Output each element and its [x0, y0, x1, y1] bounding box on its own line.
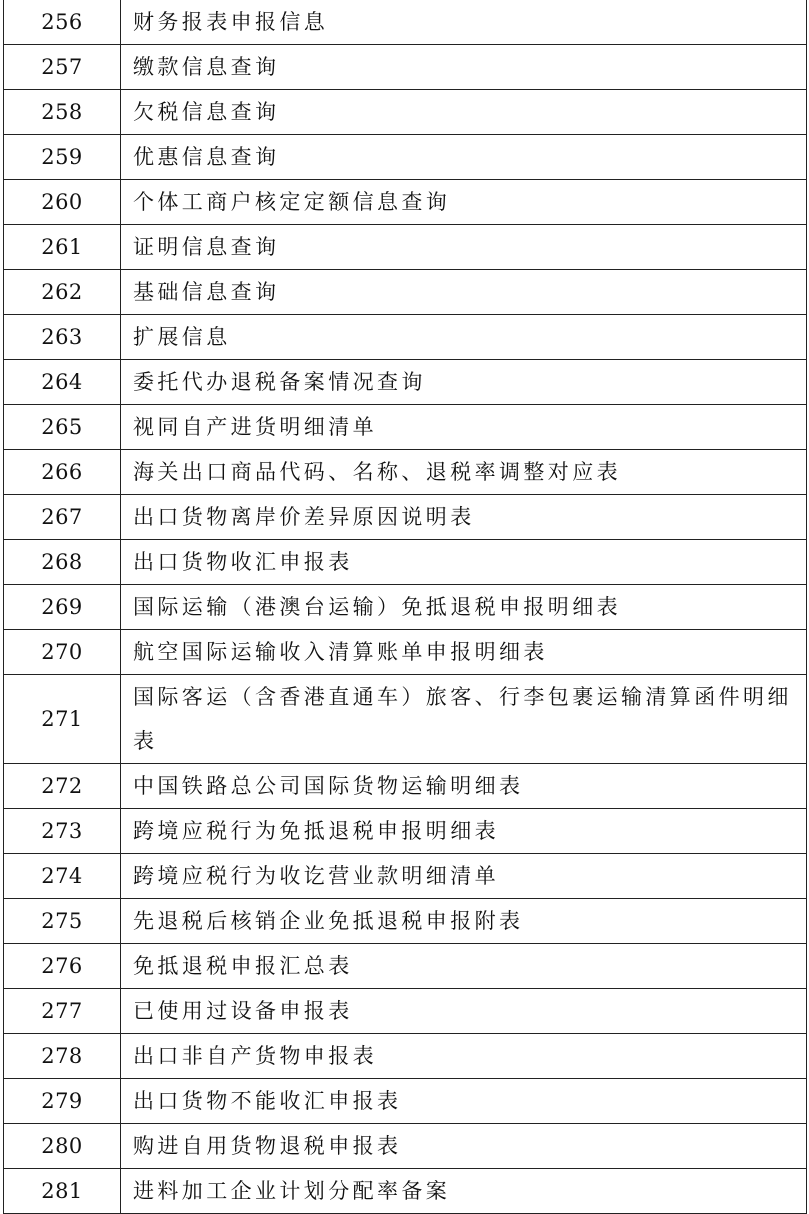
row-number: 256: [4, 0, 121, 45]
row-number: 261: [4, 225, 121, 270]
row-number: 278: [4, 1034, 121, 1079]
table-row: [4, 944, 807, 989]
table-row: [4, 1034, 807, 1079]
table-row: [4, 180, 807, 225]
row-number: 258: [4, 90, 121, 135]
row-number: 259: [4, 135, 121, 180]
item-table-body: [4, 0, 807, 1214]
row-number: 270: [4, 630, 121, 675]
table-row: [4, 585, 807, 630]
table-row: [4, 225, 807, 270]
row-name: 出口货物收汇申报表: [121, 540, 807, 585]
row-number: 267: [4, 495, 121, 540]
table-row: [4, 540, 807, 585]
row-name: 优惠信息查询: [121, 135, 807, 180]
row-number: 274: [4, 854, 121, 899]
table-row: [4, 135, 807, 180]
table-row: [4, 1124, 807, 1169]
row-name: 已使用过设备申报表: [121, 989, 807, 1034]
table-row: [4, 90, 807, 135]
row-name: 进料加工企业计划分配率备案: [121, 1169, 807, 1214]
row-number: 260: [4, 180, 121, 225]
row-number: 257: [4, 45, 121, 90]
table-row: [4, 1079, 807, 1124]
table-row: [4, 315, 807, 360]
row-number: 264: [4, 360, 121, 405]
table-row: [4, 809, 807, 854]
row-number: 281: [4, 1169, 121, 1214]
row-number: 272: [4, 764, 121, 809]
row-number: 265: [4, 405, 121, 450]
row-name: 个体工商户核定定额信息查询: [121, 180, 807, 225]
row-name: 出口货物不能收汇申报表: [121, 1079, 807, 1124]
row-name: 视同自产进货明细清单: [121, 405, 807, 450]
table-row: [4, 405, 807, 450]
row-number: 263: [4, 315, 121, 360]
row-name: 扩展信息: [121, 315, 807, 360]
row-number: 279: [4, 1079, 121, 1124]
row-number: 269: [4, 585, 121, 630]
row-number: 262: [4, 270, 121, 315]
row-name: 国际客运（含香港直通车）旅客、行李包裹运输清算函件明细表: [121, 675, 807, 764]
row-number: 273: [4, 809, 121, 854]
row-name: 证明信息查询: [121, 225, 807, 270]
table-row: [4, 0, 807, 45]
row-name: 购进自用货物退税申报表: [121, 1124, 807, 1169]
table-row: [4, 630, 807, 675]
table-row: [4, 270, 807, 315]
row-name: 委托代办退税备案情况查询: [121, 360, 807, 405]
row-name: 先退税后核销企业免抵退税申报附表: [121, 899, 807, 944]
table-row: [4, 360, 807, 405]
row-name: 出口非自产货物申报表: [121, 1034, 807, 1079]
item-table: [3, 0, 807, 1214]
row-number: 266: [4, 450, 121, 495]
row-name: 国际运输（港澳台运输）免抵退税申报明细表: [121, 585, 807, 630]
table-row: [4, 989, 807, 1034]
table-row: [4, 495, 807, 540]
table-row: [4, 764, 807, 809]
row-name: 跨境应税行为免抵退税申报明细表: [121, 809, 807, 854]
row-number: 277: [4, 989, 121, 1034]
row-number: 276: [4, 944, 121, 989]
row-name: 航空国际运输收入清算账单申报明细表: [121, 630, 807, 675]
row-name: 海关出口商品代码、名称、退税率调整对应表: [121, 450, 807, 495]
table-row: [4, 450, 807, 495]
row-name: 跨境应税行为收讫营业款明细清单: [121, 854, 807, 899]
row-name: 缴款信息查询: [121, 45, 807, 90]
table-row: [4, 899, 807, 944]
row-name: 财务报表申报信息: [121, 0, 807, 45]
row-name: 免抵退税申报汇总表: [121, 944, 807, 989]
row-number: 268: [4, 540, 121, 585]
row-name: 基础信息查询: [121, 270, 807, 315]
row-number: 280: [4, 1124, 121, 1169]
row-number: 271: [4, 675, 121, 764]
row-name: 出口货物离岸价差异原因说明表: [121, 495, 807, 540]
row-name: 欠税信息查询: [121, 90, 807, 135]
row-name: 中国铁路总公司国际货物运输明细表: [121, 764, 807, 809]
table-row: [4, 1169, 807, 1214]
table-row: [4, 854, 807, 899]
row-number: 275: [4, 899, 121, 944]
table-row: [4, 45, 807, 90]
table-row: [4, 675, 807, 764]
